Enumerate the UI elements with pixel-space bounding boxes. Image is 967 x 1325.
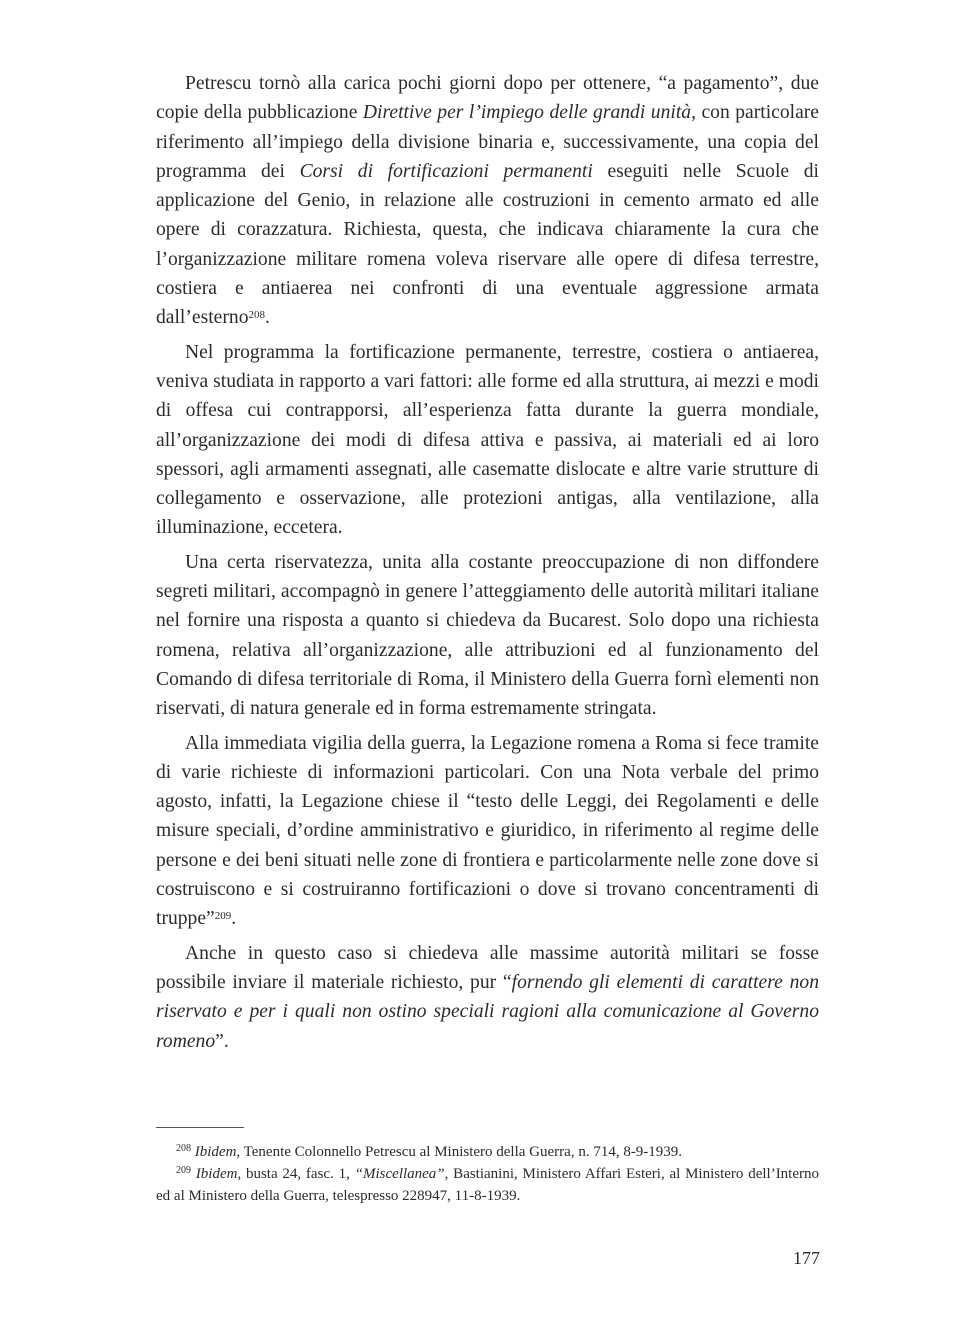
paragraph-1-text-e: eseguiti nelle Scuole di applicazione del Genio, in relazione alle costruzioni in cemento armato ed alle opere di corazzatura. Richiesta, questa, che indicava chiaramente la cura che l’organizzazione militare romena voleva riservare alle opere di difesa terrestre, costiera e antiaerea nei confronti di una eventuale aggressione armata dall’esterno <box>156 160 820 329</box>
footnote-number: 209 <box>176 1165 191 1176</box>
paragraph-1-text-a: Petrescu tornò alla carica pochi giorni dopo per ottenere, “a pagamento”, due copie della pubblicazione <box>156 73 819 124</box>
book-title-direttive: Direttive per l’impiego delle grandi unità <box>362 102 692 124</box>
paragraph-2: Nel programma la fortificazione permanente, terrestre, costiera o antiaerea, veniva studiata in rapporto a vari fattori: alle forme ed alla struttura, ai mezzi e modi di offesa cui contrapporsi, all’esperienza fatta durante la guerra mondiale, all’organizzazione dei modi di difesa attiva e passiva, ai materiali ed ai loro spessori, agli armamenti assegnati, alle casematte dislocate e altre varie strutture di collegamento e osservazione, alle protezioni antigas, alla ventilazione, alla illuminazione, eccetera. <box>156 341 819 539</box>
paragraph-3: Una certa riservatezza, unita alla costante preoccupazione di non diffondere segreti militari, accompagnò in genere l’atteggiamento delle autorità militari italiane nel fornire una risposta a quanto si chiedeva da Bucarest. Solo dopo una richiesta romena, relativa all’organizzazione, alle attribuzioni ed al funzionamento del Comando di difesa territoriale di Roma, il Ministero della Guerra fornì elementi non riservati, di natura generale ed in forma estremamente stringata. <box>156 551 819 720</box>
paragraph-1-text-c: , con particolare riferimento all’impiego della divisione binaria e, successivamente, una copia del programma dei <box>156 102 819 182</box>
footnote-text: , Bastianini, Ministero Affari Esteri, al Ministero dell’Interno ed al Ministero della Guerra, telespresso 228947, 11-8-1939. <box>156 1166 820 1204</box>
footnote-ref-208: 208 <box>248 309 265 322</box>
footnote-ref-209: 209 <box>214 910 232 923</box>
paragraph-4-text-b: . <box>231 908 237 930</box>
paragraph-5-text-a: Anche in questo caso si chiedeva alle massime autorità militari se fosse possibile inviare il materiale richiesto, pur “ <box>156 942 819 993</box>
paragraph-1-text-f: . <box>265 307 270 329</box>
paragraph-1 <box>156 69 819 333</box>
footnote-miscellanea: “Miscellanea” <box>354 1166 445 1182</box>
paragraph-4-text-a: Alla immediata vigilia della guerra, la Legazione romena a Roma si fece tramite di varie richieste di informazioni particolari. Con una Nota verbale del primo agosto, infatti, la Legazione chiese il “testo delle Leggi, dei Regolamenti e delle misure speciali, d’ordine amministrativo e giuridico, in riferimento al regime delle persone e dei beni situati nelle zone di frontiera e particolarmente nelle zone dove si costruiscono e si costruiranno fortificazioni o dove si trovano concentramenti di truppe” <box>156 732 819 930</box>
footnote-number: 208 <box>176 1143 191 1154</box>
footnote-ibidem: Ibidem <box>194 1144 237 1160</box>
paragraph-5-text-c: ”. <box>215 1030 229 1052</box>
footnote-209 <box>156 1163 819 1207</box>
footnote-text: , Tenente Colonnello Petrescu al Ministero della Guerra, n. 714, 8-9-1939. <box>236 1144 683 1160</box>
paragraph-4 <box>156 729 819 934</box>
footnotes <box>156 1141 819 1207</box>
footnote-text-mid: , busta 24, fasc. 1, <box>237 1166 355 1182</box>
footnote-separator <box>156 1127 244 1128</box>
footnote-ibidem: Ibidem <box>195 1166 238 1182</box>
book-title-corsi: Corsi di fortificazioni permanenti <box>299 160 593 182</box>
main-text <box>156 69 819 1056</box>
footnote-208 <box>156 1141 819 1163</box>
paragraph-5 <box>156 939 819 1056</box>
page-number: 177 <box>793 1248 820 1268</box>
quoted-italic-text: fornendo gli elementi di carattere non riservato e per i quali non ostino speciali ragioni alla comunicazione al Governo romeno <box>156 971 819 1052</box>
